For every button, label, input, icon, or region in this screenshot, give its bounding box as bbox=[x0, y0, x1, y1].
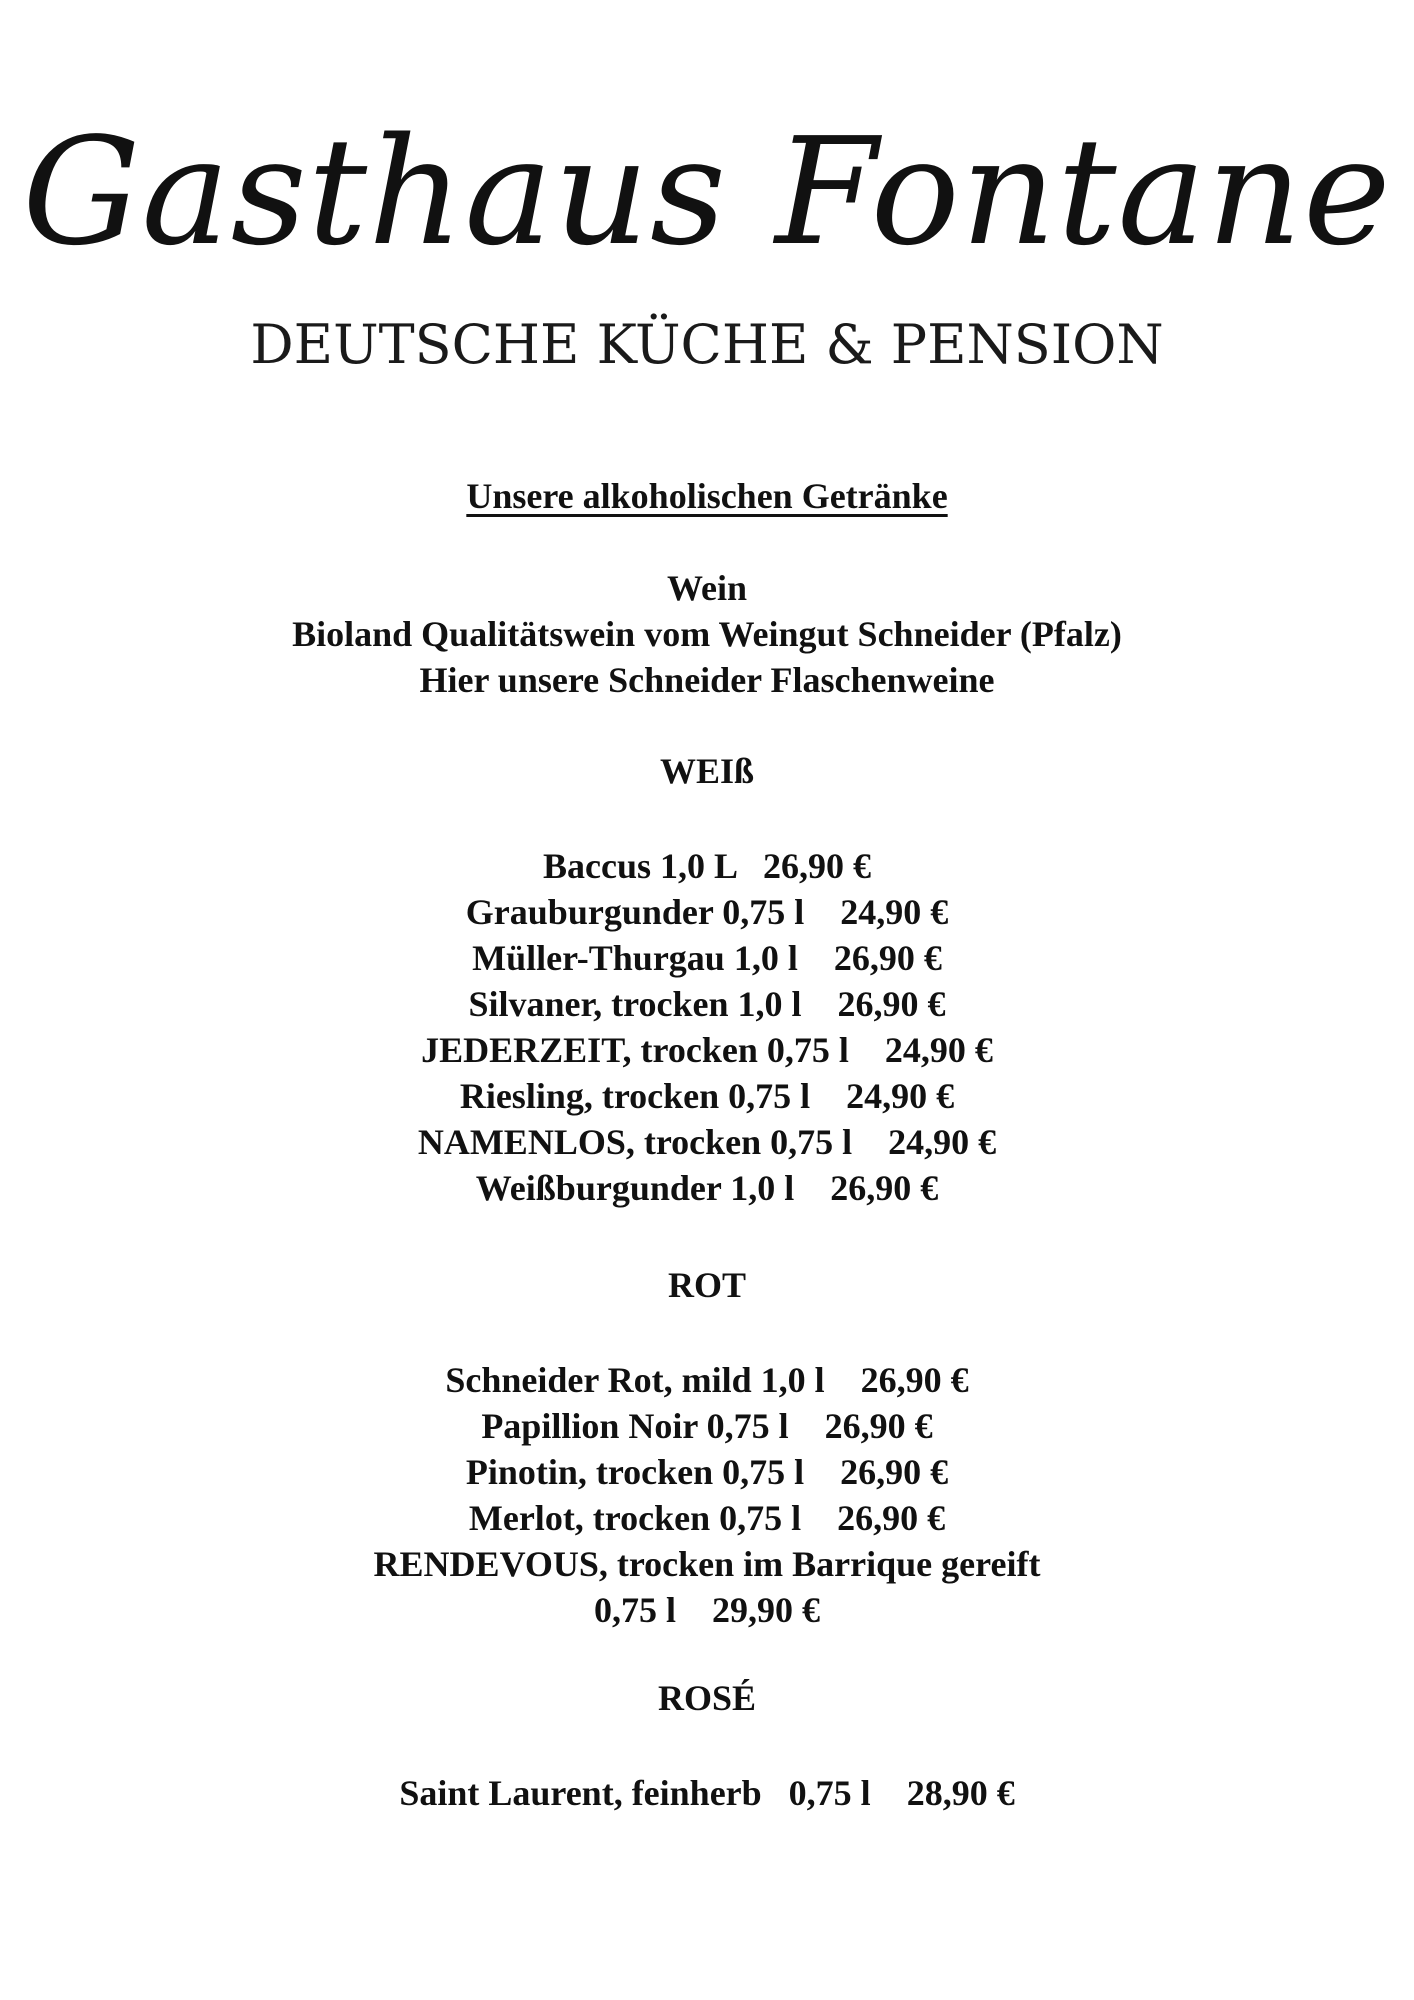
list-item: Grauburgunder 0,75 l 24,90 € bbox=[465, 892, 949, 932]
list-item: Silvaner, trocken 1,0 l 26,90 € bbox=[468, 984, 946, 1024]
red-wine-list bbox=[0, 1357, 1414, 1633]
list-item: Pinotin, trocken 0,75 l 26,90 € bbox=[465, 1452, 949, 1492]
list-item: RENDEVOUS, trocken im Barrique gereift bbox=[373, 1544, 1041, 1584]
list-item: Saint Laurent, feinherb 0,75 l 28,90 € bbox=[399, 1773, 1015, 1813]
white-wine-list bbox=[0, 843, 1414, 1211]
intro-line-1: Bioland Qualitätswein vom Weingut Schneider (Pfalz) bbox=[292, 614, 1122, 654]
list-item: Merlot, trocken 0,75 l 26,90 € bbox=[468, 1498, 946, 1538]
list-item: NAMENLOS, trocken 0,75 l 24,90 € bbox=[417, 1122, 997, 1162]
section-title-white: WEIß bbox=[659, 751, 755, 791]
list-item: Müller-Thurgau 1,0 l 26,90 € bbox=[472, 938, 942, 978]
list-item: Baccus 1,0 L 26,90 € bbox=[542, 846, 872, 886]
rose-wine-list bbox=[0, 1770, 1414, 1816]
section-title-red: ROT bbox=[667, 1265, 746, 1305]
list-item: Riesling, trocken 0,75 l 24,90 € bbox=[459, 1076, 955, 1116]
intro-title: Wein bbox=[666, 568, 747, 608]
list-item: 0,75 l 29,90 € bbox=[593, 1590, 820, 1630]
wine-intro bbox=[0, 565, 1414, 703]
restaurant-subtitle: DEUTSCHE KÜCHE & PENSION bbox=[250, 313, 1164, 376]
intro-line-2: Hier unsere Schneider Flaschenweine bbox=[419, 660, 995, 700]
page-heading: Unsere alkoholischen Getränke bbox=[466, 476, 948, 516]
list-item: Schneider Rot, mild 1,0 l 26,90 € bbox=[445, 1360, 969, 1400]
section-title-rose: ROSÉ bbox=[657, 1678, 757, 1718]
restaurant-logo: Gasthaus Fontane bbox=[22, 106, 1392, 278]
list-item: JEDERZEIT, trocken 0,75 l 24,90 € bbox=[421, 1030, 993, 1070]
list-item: Weißburgunder 1,0 l 26,90 € bbox=[475, 1168, 939, 1208]
list-item: Papillion Noir 0,75 l 26,90 € bbox=[481, 1406, 933, 1446]
